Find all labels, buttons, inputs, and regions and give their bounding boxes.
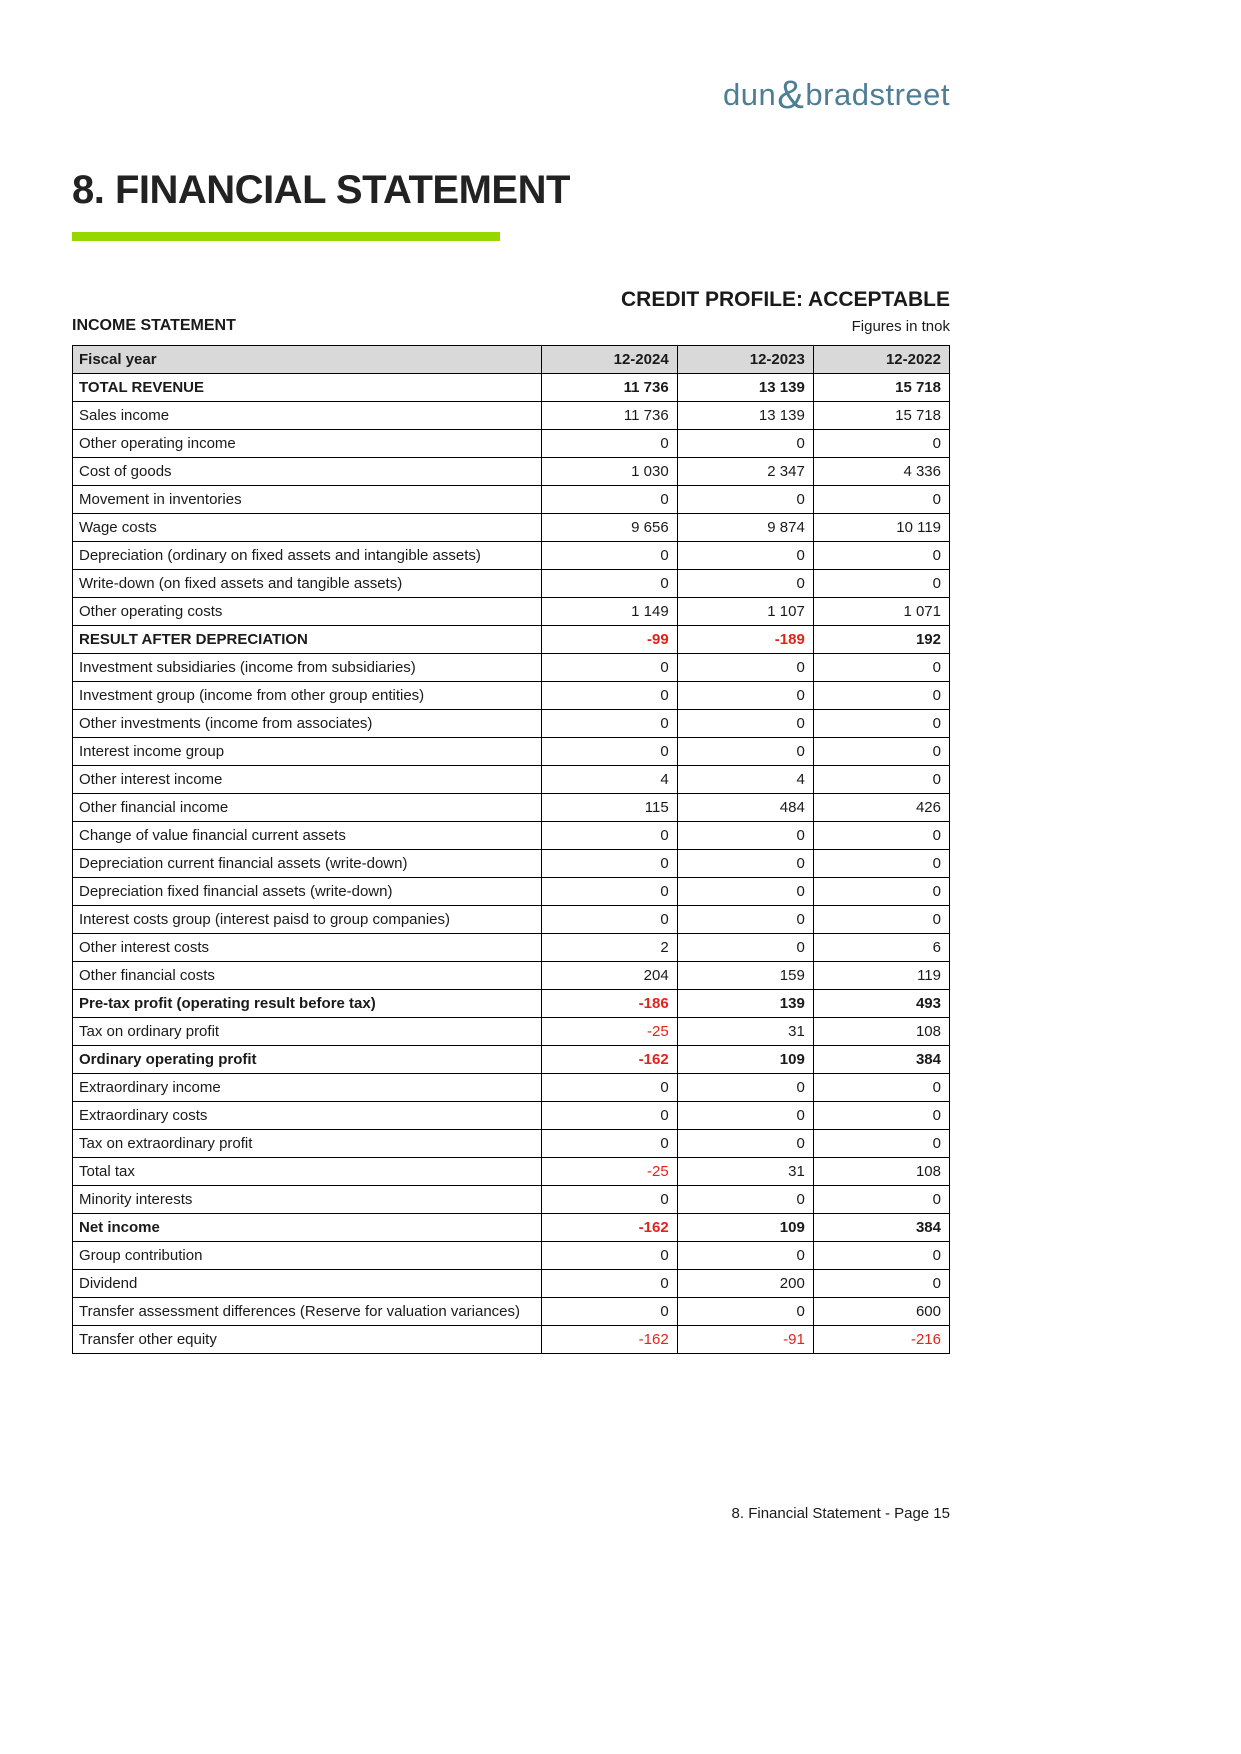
cell-value: 0	[677, 1298, 813, 1326]
table-row	[73, 1270, 950, 1298]
cell-value: 192	[813, 626, 949, 654]
cell-value: 0	[677, 1242, 813, 1270]
cell-value: 4	[677, 766, 813, 794]
cell-value: 0	[541, 906, 677, 934]
cell-value: 1 149	[541, 598, 677, 626]
cell-value: 0	[813, 822, 949, 850]
row-label: Extraordinary costs	[73, 1102, 542, 1130]
cell-value: 0	[541, 822, 677, 850]
ampersand-icon: &	[777, 73, 805, 117]
table-row	[73, 1158, 950, 1186]
table-row	[73, 1074, 950, 1102]
row-label: TOTAL REVENUE	[73, 374, 542, 402]
cell-value: 426	[813, 794, 949, 822]
row-label: Sales income	[73, 402, 542, 430]
cell-value: 108	[813, 1018, 949, 1046]
row-label: Interest income group	[73, 738, 542, 766]
table-row	[73, 1018, 950, 1046]
table-header-row	[73, 346, 950, 374]
cell-value: 0	[813, 430, 949, 458]
cell-value: 2 347	[677, 458, 813, 486]
cell-value: 0	[677, 906, 813, 934]
cell-value: 0	[541, 654, 677, 682]
cell-value: 31	[677, 1018, 813, 1046]
row-label: Dividend	[73, 1270, 542, 1298]
table-row	[73, 682, 950, 710]
table-row	[73, 990, 950, 1018]
table-row	[73, 906, 950, 934]
cell-value: 0	[813, 766, 949, 794]
cell-value: 0	[677, 738, 813, 766]
cell-value: 0	[677, 682, 813, 710]
table-row	[73, 486, 950, 514]
row-label: Tax on ordinary profit	[73, 1018, 542, 1046]
cell-value: 0	[677, 710, 813, 738]
cell-value: 0	[541, 738, 677, 766]
row-label: Other operating costs	[73, 598, 542, 626]
row-label: Change of value financial current assets	[73, 822, 542, 850]
cell-value: 13 139	[677, 402, 813, 430]
cell-value: 1 030	[541, 458, 677, 486]
cell-value: 0	[813, 682, 949, 710]
logo-text-dun: dun	[723, 77, 777, 112]
table-row	[73, 766, 950, 794]
cell-value: 6	[813, 934, 949, 962]
cell-value: 1 071	[813, 598, 949, 626]
cell-value: 0	[541, 542, 677, 570]
table-row	[73, 1298, 950, 1326]
cell-value: 9 874	[677, 514, 813, 542]
table-row	[73, 570, 950, 598]
cell-value: 0	[677, 430, 813, 458]
cell-value: 0	[541, 570, 677, 598]
cell-value: 0	[813, 570, 949, 598]
cell-value: 0	[677, 1102, 813, 1130]
cell-value: 0	[813, 486, 949, 514]
cell-value: -189	[677, 626, 813, 654]
row-label: Cost of goods	[73, 458, 542, 486]
row-label: Ordinary operating profit	[73, 1046, 542, 1074]
cell-value: 15 718	[813, 374, 949, 402]
row-label: Depreciation fixed financial assets (write-down)	[73, 878, 542, 906]
table-caption-row	[72, 317, 950, 335]
table-row	[73, 850, 950, 878]
row-label: Wage costs	[73, 514, 542, 542]
cell-value: 0	[677, 934, 813, 962]
table-row	[73, 738, 950, 766]
row-label: Other operating income	[73, 430, 542, 458]
cell-value: 0	[813, 654, 949, 682]
table-row	[73, 1242, 950, 1270]
table-row	[73, 598, 950, 626]
table-row	[73, 962, 950, 990]
cell-value: 4	[541, 766, 677, 794]
column-header-label: Fiscal year	[73, 346, 542, 374]
income-statement-title: INCOME STATEMENT	[72, 317, 236, 334]
table-row	[73, 626, 950, 654]
cell-value: 2	[541, 934, 677, 962]
row-label: Other interest costs	[73, 934, 542, 962]
table-row	[73, 794, 950, 822]
cell-value: 0	[813, 1270, 949, 1298]
cell-value: 200	[677, 1270, 813, 1298]
column-header-year: 12-2023	[677, 346, 813, 374]
table-row	[73, 654, 950, 682]
cell-value: 0	[677, 570, 813, 598]
row-label: Transfer other equity	[73, 1326, 542, 1354]
cell-value: 11 736	[541, 402, 677, 430]
table-row	[73, 542, 950, 570]
cell-value: 0	[677, 1074, 813, 1102]
cell-value: -162	[541, 1326, 677, 1354]
cell-value: 493	[813, 990, 949, 1018]
cell-value: 0	[813, 710, 949, 738]
table-row	[73, 710, 950, 738]
cell-value: 384	[813, 1214, 949, 1242]
cell-value: 0	[541, 1186, 677, 1214]
cell-value: 484	[677, 794, 813, 822]
cell-value: 0	[541, 682, 677, 710]
row-label: Write-down (on fixed assets and tangible assets)	[73, 570, 542, 598]
row-label: Pre-tax profit (operating result before tax)	[73, 990, 542, 1018]
table-row	[73, 1130, 950, 1158]
row-label: Depreciation current financial assets (write-down)	[73, 850, 542, 878]
cell-value: 0	[813, 850, 949, 878]
cell-value: 0	[541, 1130, 677, 1158]
cell-value: 15 718	[813, 402, 949, 430]
logo-text-bradstreet: bradstreet	[805, 77, 950, 112]
cell-value: 4 336	[813, 458, 949, 486]
cell-value: 10 119	[813, 514, 949, 542]
table-row	[73, 1046, 950, 1074]
cell-value: 0	[813, 1242, 949, 1270]
cell-value: 109	[677, 1214, 813, 1242]
row-label: Investment subsidiaries (income from subsidiaries)	[73, 654, 542, 682]
cell-value: 0	[541, 1298, 677, 1326]
table-row	[73, 458, 950, 486]
row-label: Net income	[73, 1214, 542, 1242]
cell-value: 0	[677, 878, 813, 906]
row-label: Extraordinary income	[73, 1074, 542, 1102]
table-row	[73, 934, 950, 962]
row-label: Other financial costs	[73, 962, 542, 990]
table-row	[73, 1326, 950, 1354]
cell-value: 0	[813, 738, 949, 766]
cell-value: 0	[813, 1074, 949, 1102]
cell-value: 0	[541, 1270, 677, 1298]
cell-value: 11 736	[541, 374, 677, 402]
row-label: Other financial income	[73, 794, 542, 822]
cell-value: 600	[813, 1298, 949, 1326]
accent-underline	[72, 232, 500, 241]
cell-value: 0	[541, 710, 677, 738]
cell-value: 0	[541, 1102, 677, 1130]
cell-value: 0	[541, 486, 677, 514]
cell-value: 108	[813, 1158, 949, 1186]
row-label: Interest costs group (interest paisd to group companies)	[73, 906, 542, 934]
dun-bradstreet-logo	[72, 70, 950, 115]
row-label: Minority interests	[73, 1186, 542, 1214]
row-label: Total tax	[73, 1158, 542, 1186]
cell-value: 0	[677, 822, 813, 850]
cell-value: -162	[541, 1046, 677, 1074]
cell-value: -162	[541, 1214, 677, 1242]
column-header-year: 12-2024	[541, 346, 677, 374]
table-row	[73, 402, 950, 430]
income-statement-table-body	[73, 346, 950, 1354]
cell-value: 0	[541, 878, 677, 906]
row-label: Investment group (income from other group entities)	[73, 682, 542, 710]
cell-value: -25	[541, 1158, 677, 1186]
cell-value: -186	[541, 990, 677, 1018]
cell-value: 0	[677, 1186, 813, 1214]
table-row	[73, 1186, 950, 1214]
table-row	[73, 514, 950, 542]
credit-profile-label: CREDIT PROFILE: ACCEPTABLE	[621, 288, 950, 311]
cell-value: 0	[677, 654, 813, 682]
table-row	[73, 1102, 950, 1130]
cell-value: 0	[677, 850, 813, 878]
cell-value: 204	[541, 962, 677, 990]
cell-value: 384	[813, 1046, 949, 1074]
figures-unit-note: Figures in tnok	[851, 318, 950, 335]
cell-value: 0	[541, 430, 677, 458]
table-row	[73, 374, 950, 402]
row-label: Tax on extraordinary profit	[73, 1130, 542, 1158]
column-header-year: 12-2022	[813, 346, 949, 374]
cell-value: 0	[677, 542, 813, 570]
table-row	[73, 1214, 950, 1242]
page-footer: 8. Financial Statement - Page 15	[731, 1505, 950, 1522]
cell-value: 119	[813, 962, 949, 990]
row-label: Other interest income	[73, 766, 542, 794]
cell-value: -25	[541, 1018, 677, 1046]
row-label: RESULT AFTER DEPRECIATION	[73, 626, 542, 654]
cell-value: 115	[541, 794, 677, 822]
cell-value: 159	[677, 962, 813, 990]
table-row	[73, 822, 950, 850]
cell-value: 0	[813, 1186, 949, 1214]
cell-value: 13 139	[677, 374, 813, 402]
cell-value: 109	[677, 1046, 813, 1074]
cell-value: 0	[677, 486, 813, 514]
cell-value: 0	[813, 542, 949, 570]
table-row	[73, 430, 950, 458]
cell-value: 0	[813, 1130, 949, 1158]
cell-value: 0	[541, 1242, 677, 1270]
row-label: Movement in inventories	[73, 486, 542, 514]
cell-value: 0	[813, 906, 949, 934]
row-label: Other investments (income from associates)	[73, 710, 542, 738]
cell-value: -216	[813, 1326, 949, 1354]
row-label: Group contribution	[73, 1242, 542, 1270]
cell-value: -99	[541, 626, 677, 654]
cell-value: 139	[677, 990, 813, 1018]
income-statement-table	[72, 345, 950, 1354]
cell-value: 0	[541, 1074, 677, 1102]
cell-value: 0	[677, 1130, 813, 1158]
cell-value: 1 107	[677, 598, 813, 626]
cell-value: -91	[677, 1326, 813, 1354]
cell-value: 0	[541, 850, 677, 878]
page-title: 8. FINANCIAL STATEMENT	[72, 168, 570, 212]
cell-value: 0	[813, 1102, 949, 1130]
cell-value: 9 656	[541, 514, 677, 542]
cell-value: 31	[677, 1158, 813, 1186]
row-label: Depreciation (ordinary on fixed assets and intangible assets)	[73, 542, 542, 570]
table-row	[73, 878, 950, 906]
cell-value: 0	[813, 878, 949, 906]
row-label: Transfer assessment differences (Reserve for valuation variances)	[73, 1298, 542, 1326]
